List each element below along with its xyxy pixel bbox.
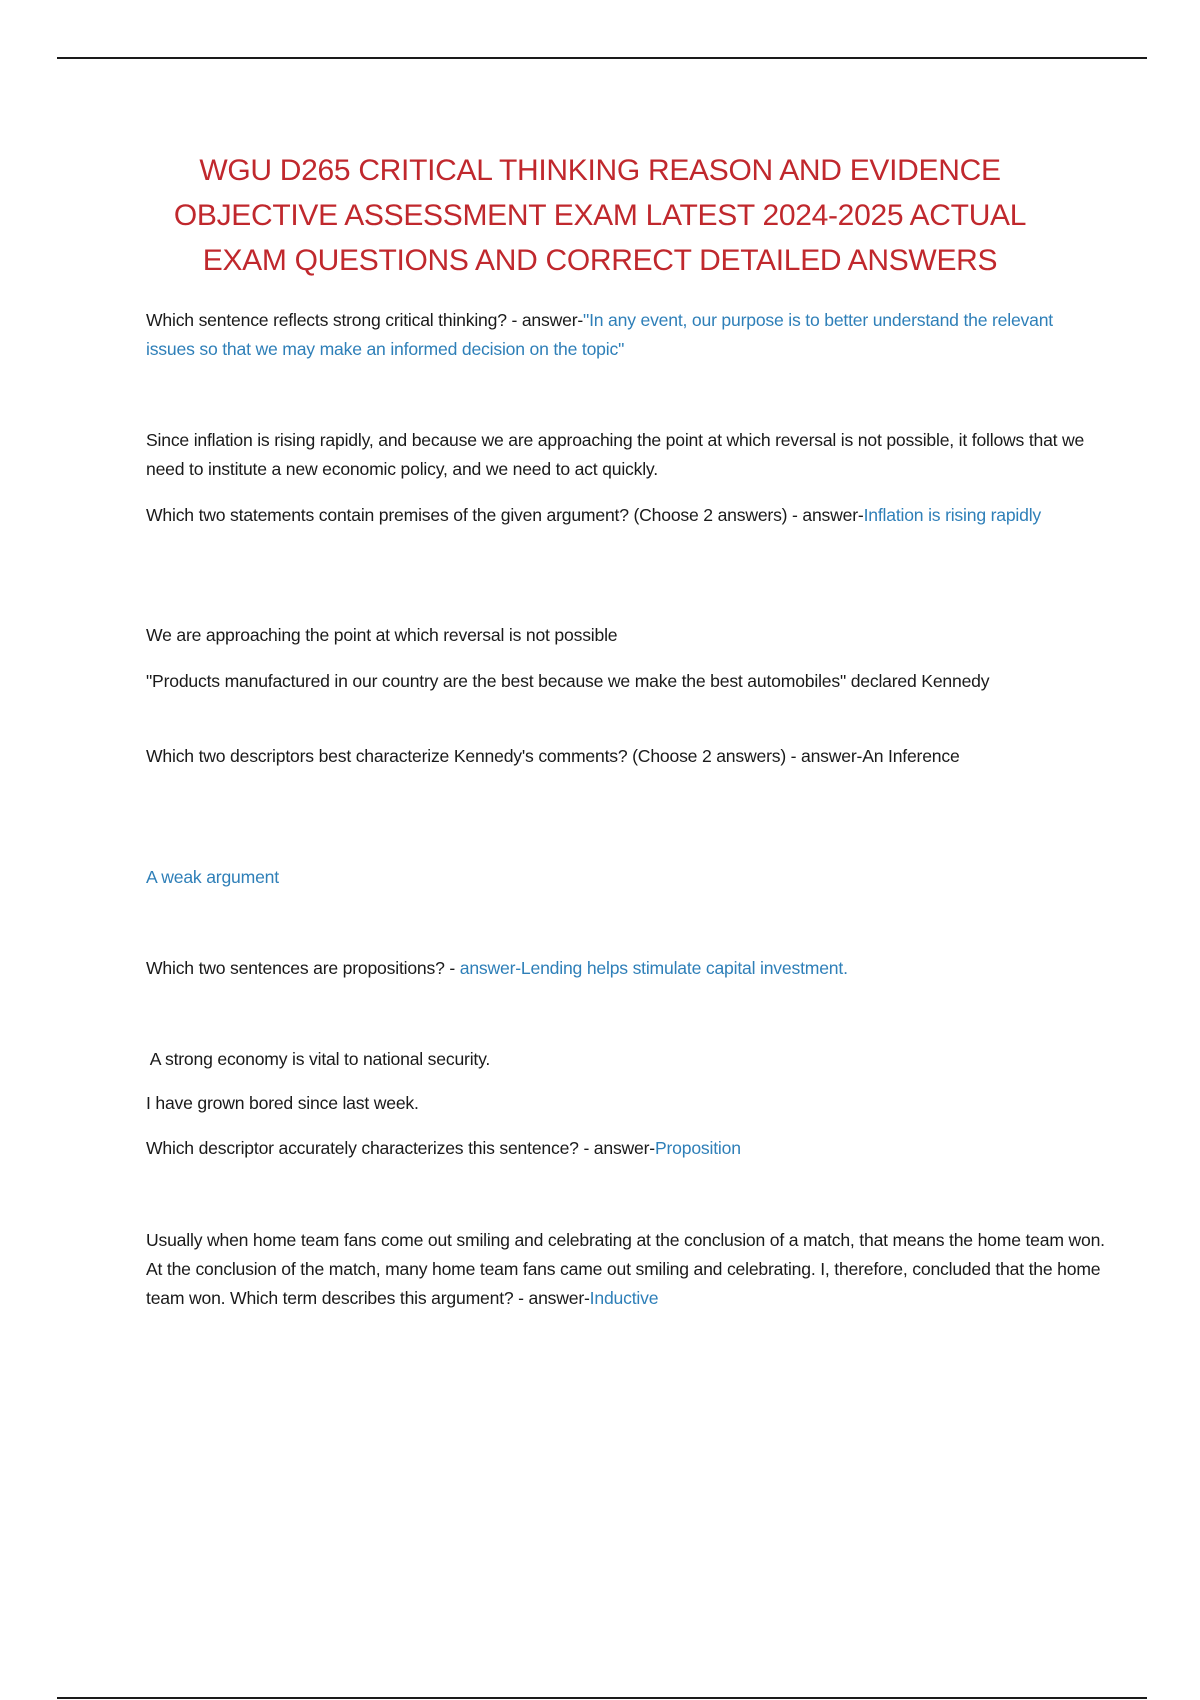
qa-block <box>146 501 1106 530</box>
question-text: We are approaching the point at which reversal is not possible <box>146 625 618 645</box>
passage-text <box>146 667 1106 696</box>
qa-block <box>146 1226 1106 1313</box>
answer-text: A weak argument <box>146 867 279 887</box>
option-text <box>146 1045 1106 1074</box>
title-line: WGU D265 CRITICAL THINKING REASON AND EVIDENCE <box>199 154 1001 187</box>
question-text: Which two descriptors best characterize Kennedy's comments? (Choose 2 answers) - answer-An Inference <box>146 746 960 766</box>
qa-block <box>146 1134 1106 1163</box>
title-line: EXAM QUESTIONS AND CORRECT DETAILED ANSWERS <box>202 244 998 277</box>
answer-text: Inductive <box>589 1288 659 1308</box>
document-title <box>0 148 1200 283</box>
answer-text: "In any event, our purpose is to better understand the relevant issues so that we may make an informed decision on the topic" <box>146 310 1053 359</box>
option-text <box>146 863 1106 892</box>
top-rule <box>57 57 1147 59</box>
question-text: I have grown bored since last week. <box>146 1093 419 1113</box>
qa-block <box>146 306 1106 364</box>
question-text: A strong economy is vital to national security. <box>146 1049 491 1069</box>
question-text: Which sentence reflects strong critical thinking? - answer- <box>146 310 584 330</box>
qa-block <box>146 954 1106 983</box>
option-text <box>146 1089 1106 1118</box>
question-text: Since inflation is rising rapidly, and because we are approaching the point at which reversal is not possible, it follows that we need to institute a new economic policy, and we need to act quickly. <box>146 430 1085 479</box>
passage-text <box>146 426 1106 484</box>
question-text: Which two statements contain premises of the given argument? (Choose 2 answers) - answer- <box>146 505 864 525</box>
question-text: "Products manufactured in our country are the best because we make the best automobiles" declared Kennedy <box>146 671 990 691</box>
question-text: Which descriptor accurately characterizes this sentence? - answer- <box>146 1138 655 1158</box>
option-text <box>146 621 1106 650</box>
qa-block <box>146 742 1106 771</box>
title-line: OBJECTIVE ASSESSMENT EXAM LATEST 2024-2025 ACTUAL <box>173 199 1027 232</box>
answer-text: answer-Lending helps stimulate capital investment. <box>459 958 848 978</box>
question-text: Usually when home team fans come out smiling and celebrating at the conclusion of a match, that means the home team won. At the conclusion of the match, many home team fans came out smiling and celebrating. I, therefore, concluded that the home team won. Which term describes this argument? - answer- <box>146 1230 1105 1308</box>
bottom-rule <box>57 1697 1147 1699</box>
answer-text: Inflation is rising rapidly <box>863 505 1042 525</box>
answer-text: Proposition <box>654 1138 741 1158</box>
question-text: Which two sentences are propositions? - <box>146 958 460 978</box>
